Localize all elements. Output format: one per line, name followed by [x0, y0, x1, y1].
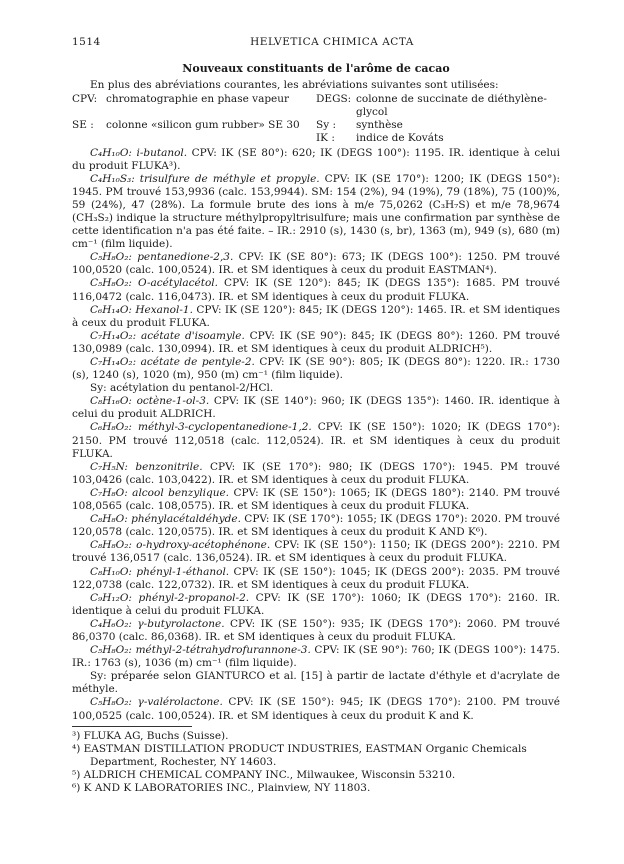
- compound-formula: C₇H₈O: alcool benzylique.: [90, 486, 230, 499]
- compound-entry: [72, 356, 560, 382]
- compound-entry: [72, 395, 560, 421]
- compound-entry: [72, 513, 560, 539]
- compound-data: CPV: IK (SE 150°): 945; IK (DEGS 170°): 2100. PM trouvé 100,0525 (calc. 100,0524). IR. et SM identiques à ceux du produit K and K.: [72, 696, 560, 722]
- compound-formula: C₅H₈O₂: O-acétylacétol.: [90, 277, 218, 290]
- compound-data: CPV: IK (SE 170°): 1060; IK (DEGS 170°): 2160. IR. identique à celui du produit FLUKA.: [72, 591, 560, 617]
- compound-formula: C₈H₈O₂: o-hydroxy-acétophénone.: [90, 539, 271, 552]
- footnote-list: [72, 730, 560, 795]
- section-title: Nouveaux constituants de l'arôme de cacao: [182, 62, 450, 75]
- compound-formula: C₅H₈O₂: méthyl-2-tétrahydrofurannone-3.: [90, 644, 311, 657]
- page-header: [72, 36, 560, 54]
- compound-data: CPV: IK (SE 120°): 845; IK (DEGS 135°): 1685. PM trouvé 116,0472 (calc. 116,0473). IR. et SM identiques à ceux du produit FLUKA.: [72, 277, 560, 303]
- intro-text: En plus des abréviations courantes, les abréviations suivantes sont utilisées:: [90, 79, 499, 91]
- compound-data: Sy: préparée selon GIANTURCO et al. [15] à partir de lactate d'éthyle et d'acrylate de méthyle.: [72, 670, 560, 696]
- compound-formula: C₅H₈O₂: γ-valérolactone.: [90, 696, 223, 709]
- compound-entry: [72, 277, 560, 303]
- page-number: 1514: [72, 36, 101, 48]
- compound-data: CPV: IK (SE 150°): 1020; IK (DEGS 170°): 2150. PM trouvé 112,0518 (calc. 112,0524). IR. et SM identiques à ceux du produit FLUKA.: [72, 421, 560, 460]
- abbreviation-item: [72, 132, 316, 145]
- compound-formula: C₈H₁₆O: octène-1-ol-3.: [90, 395, 210, 408]
- abbreviation-item: Sy : synthèse: [316, 118, 403, 131]
- abbreviation-item: DEGS: colonne de succinate de diéthylène-glycol: [316, 92, 547, 118]
- compound-entry: [72, 566, 560, 592]
- compound-formula: C₆H₈O₂: méthyl-3-cyclopentanedione-1,2.: [90, 421, 312, 434]
- compound-entry: [72, 382, 560, 395]
- compound-entry: [72, 461, 560, 487]
- abbreviation-list: [72, 93, 560, 145]
- compound-entry: [72, 251, 560, 277]
- compound-entry: [72, 670, 560, 696]
- compound-entry: [72, 644, 560, 670]
- compound-entry: [72, 330, 560, 356]
- compound-data: CPV: IK (SE 90°): 760; IK (DEGS 100°): 1475. IR.: 1763 (s), 1036 (m) cm⁻¹ (film liquide).: [72, 644, 560, 670]
- compound-list: [72, 147, 560, 723]
- compound-formula: C₉H₁₂O: phényl-2-propanol-2.: [90, 591, 250, 604]
- compound-entry: [72, 487, 560, 513]
- compound-entry: [72, 421, 560, 460]
- footnote: ³) FLUKA AG, Buchs (Suisse).: [72, 729, 229, 742]
- compound-entry: [72, 304, 560, 330]
- compound-entry: [72, 539, 560, 565]
- compound-formula: C₆H₁₄O: Hexanol-1.: [90, 303, 193, 316]
- compound-entry: [72, 592, 560, 618]
- compound-data: CPV: IK (SE 170°): 980; IK (DEGS 170°): 1945. PM trouvé 103,0426 (calc. 103,0422). IR. et SM identiques à ceux du produit FLUKA.: [72, 460, 560, 486]
- footnote: ⁶) K AND K LABORATORIES INC., Plainview, NY 11803.: [72, 781, 371, 794]
- compound-formula: C₄H₆O₂: γ-butyrolactone.: [90, 617, 225, 630]
- footnote: ⁵) ALDRICH CHEMICAL COMPANY INC., Milwaukee, Wisconsin 53210.: [72, 768, 456, 781]
- compound-data: CPV: IK (SE 140°): 960; IK (DEGS 135°): 1460. IR. identique à celui du produit ALDRICH.: [72, 395, 560, 421]
- footnote-rule: [72, 726, 192, 727]
- abbreviation-item: SE : colonne «silicon gum rubber» SE 30: [72, 118, 300, 131]
- compound-formula: C₄H₁₀S₃: trisulfure de méthyle et propyle.: [90, 172, 320, 185]
- compound-formula: C₄H₁₀O: i-butanol.: [90, 146, 188, 159]
- compound-data: CPV: IK (SE 150°): 1065; IK (DEGS 180°): 2140. PM trouvé 108,0565 (calc. 108,0575). IR. et SM identiques à ceux du produit FLUKA.: [72, 486, 561, 513]
- compound-formula: C₇H₁₄O₂: acétate d'isoamyle.: [90, 329, 245, 342]
- compound-data: CPV: IK (SE 150°): 935; IK (DEGS 170°): 2060. PM trouvé 86,0370 (calc. 86,0368). IR. et SM identiques à ceux du produit FLUKA.: [72, 617, 560, 643]
- compound-data: CPV: IK (SE 90°): 845; IK (DEGS 80°): 1260. PM trouvé 130,0989 (calc. 130,0994). IR. et SM identiques à ceux du produit ALDRICH⁵).: [72, 329, 560, 355]
- compound-data: CPV: IK (SE 80°): 620; IK (DEGS 100°): 1195. IR. identique à celui du produit FLUKA³).: [72, 146, 560, 172]
- compound-entry: [72, 147, 560, 173]
- compound-data: CPV: IK (SE 170°): 1055; IK (DEGS 170°): 2020. PM trouvé 120,0578 (calc. 120,0575). IR. et SM identiques à ceux du produit K AND K⁶).: [72, 513, 561, 539]
- compound-entry: [72, 618, 560, 644]
- compound-data: CPV: IK (SE 150°): 1045; IK (DEGS 200°): 2035. PM trouvé 122,0738 (calc. 122,0732). IR. et SM identiques à ceux du produit FLUKA.: [72, 565, 560, 591]
- compound-data: CPV: IK (SE 80°): 673; IK (DEGS 100°): 1250. PM trouvé 100,0520 (calc. 100,0524). IR. et SM identiques à ceux du produit EASTMAN⁴).: [72, 251, 560, 277]
- compound-data: CPV: IK (SE 170°): 1200; IK (DEGS 150°): 1945. PM trouvé 153,9936 (calc. 153,9944). SM: 154 (2%), 94 (19%), 79 (18%), 75 (100)%, 59 (24%), 47 (28%). La formule brute des ions à m/e 75,0262 (C₃H₇S) et m/e 78,9674 (CH₃S₂) indique la structure méthylpropyltrisulfure; mais une confirmation par synthèse de cette identification n'a pas été faite. – IR.: 2910 (s), 1430 (s, br), 1363 (m), 949 (s), 680 (m) cm⁻¹ (film liquide).: [72, 172, 560, 251]
- compound-data: CPV: IK (SE 90°): 805; IK (DEGS 80°): 1220. IR.: 1730 (s), 1240 (s), 1020 (m), 950 (m) cm⁻¹ (film liquide).: [72, 356, 560, 382]
- compound-formula: C₈H₁₀O: phényl-1-éthanol.: [90, 565, 230, 578]
- abbreviation-item: CPV: chromatographie en phase vapeur: [72, 92, 290, 105]
- footnote: ⁴) EASTMAN DISTILLATION PRODUCT INDUSTRIES, EASTMAN Organic Chemicals Department, Rochester, NY 14603.: [72, 742, 527, 768]
- page: [72, 36, 560, 795]
- compound-data: CPV: IK (SE 150°): 1150; IK (DEGS 200°): 2210. PM trouvé 136,0517 (calc. 136,0524). IR. et SM identiques à ceux du produit FLUKA.: [72, 539, 560, 565]
- compound-formula: C₇H₁₄O₂: acétate de pentyle-2.: [90, 356, 255, 368]
- compound-data: Sy: acétylation du pentanol-2/HCl.: [90, 382, 274, 395]
- abbreviation-item: IK : indice de Kováts: [316, 131, 444, 144]
- compound-entry: [72, 173, 560, 252]
- compound-data: CPV: IK (SE 120°): 845; IK (DEGS 120°): 1465. IR. et SM identiques à ceux du produit FLUKA.: [72, 303, 560, 329]
- compound-entry: [72, 696, 560, 722]
- compound-formula: C₈H₈O: phénylacétaldéhyde.: [90, 513, 241, 526]
- compound-formula: C₇H₅N: benzonitrile.: [90, 460, 203, 473]
- compound-formula: C₅H₈O₂: pentanedione-2,3.: [90, 251, 234, 264]
- running-title: HELVETICA CHIMICA ACTA: [250, 36, 414, 48]
